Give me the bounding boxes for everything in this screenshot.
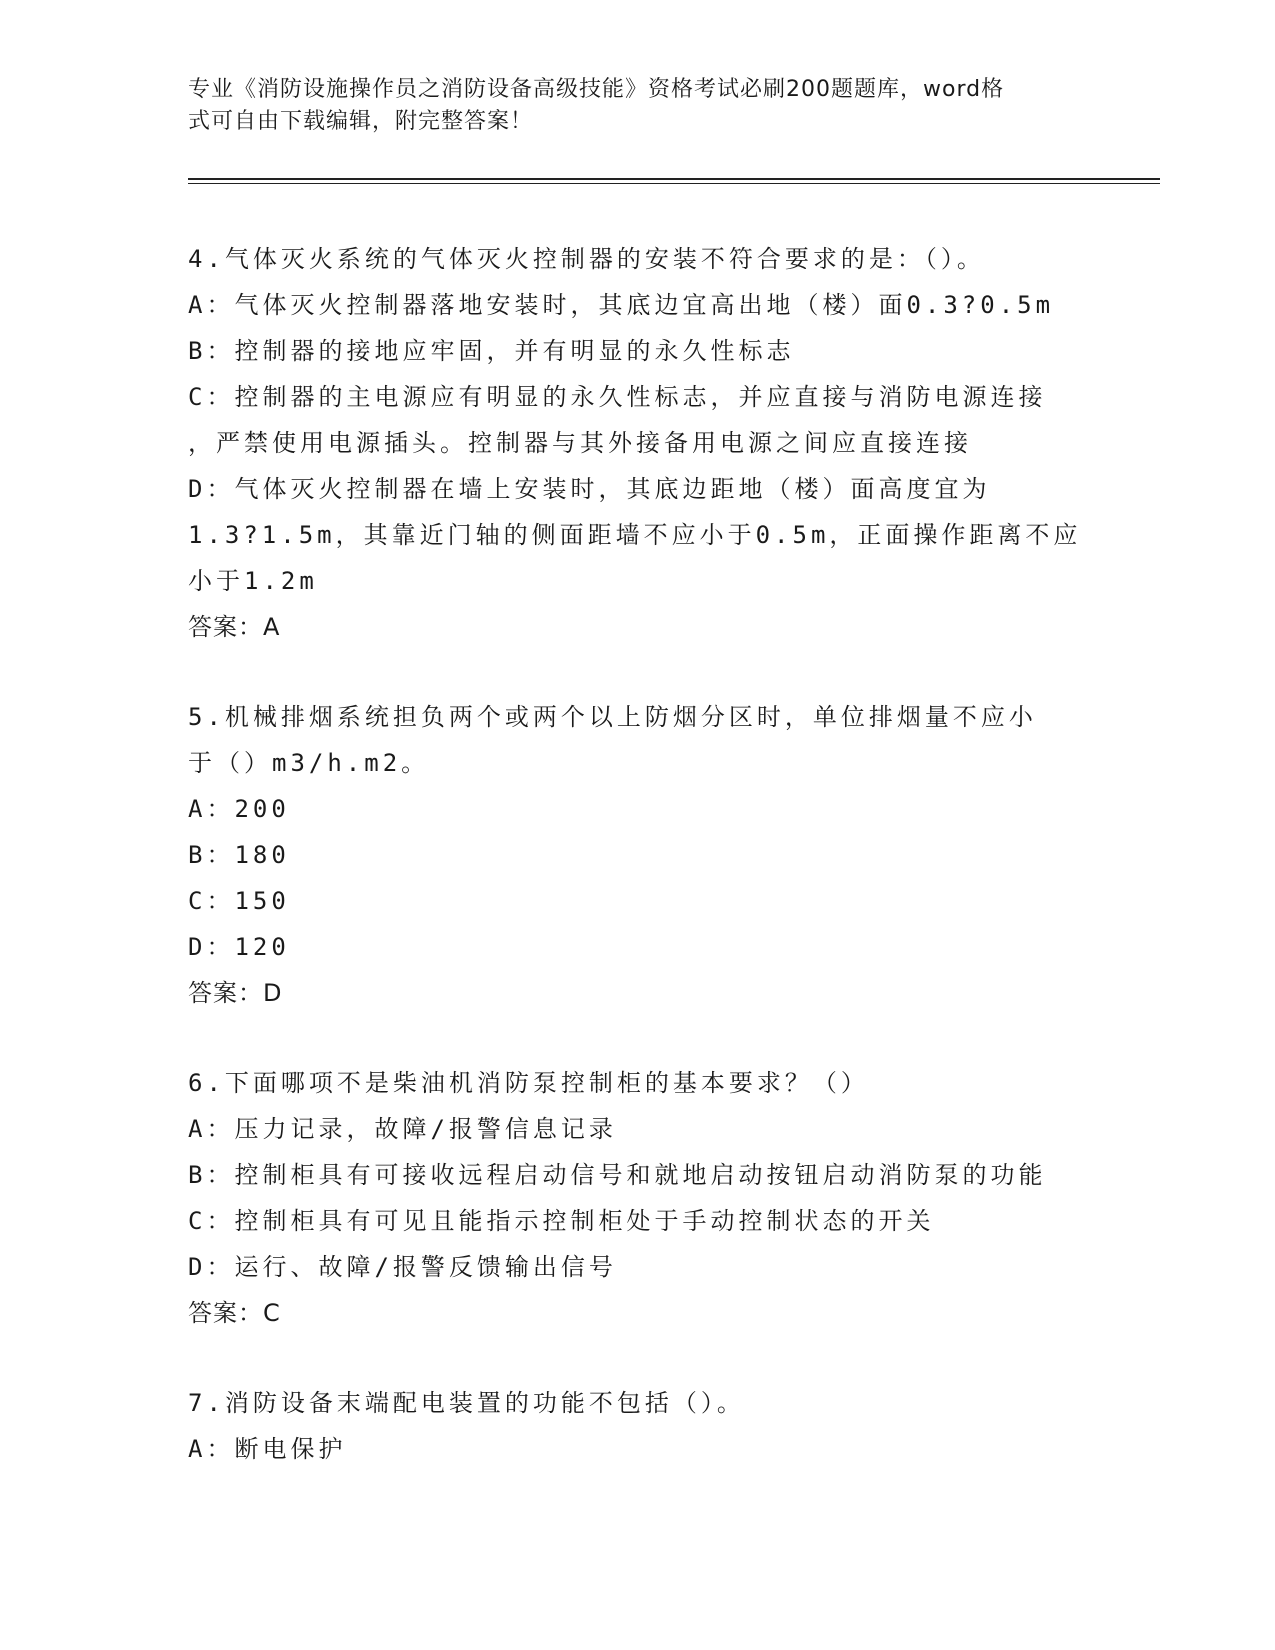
- header-divider-thin: [188, 183, 1160, 184]
- question-block: [188, 1060, 1088, 1336]
- answer-option: B：控制器的接地应牢固，并有明显的永久性标志: [188, 337, 795, 365]
- answer-option: A：气体灭火控制器落地安装时，其底边宜高出地（楼）面0.3?0.5m: [188, 291, 1055, 319]
- document-header: [188, 74, 1068, 138]
- question-list: [188, 236, 1088, 1516]
- header-line-1: 专业《消防设施操作员之消防设备高级技能》资格考试必刷200题题库，word格: [188, 77, 1005, 102]
- question-stem: 5.机械排烟系统担负两个或两个以上防烟分区时，单位排烟量不应小: [188, 703, 1037, 731]
- answer-option: C：150: [188, 887, 290, 915]
- answer-option: 1.3?1.5m，其靠近门轴的侧面距墙不应小于0.5m，正面操作距离不应: [188, 521, 1082, 549]
- question-stem: 7.消防设备末端配电装置的功能不包括（）。: [188, 1389, 745, 1417]
- question-block: [188, 694, 1088, 1016]
- question-stem: 6.下面哪项不是柴油机消防泵控制柜的基本要求？（）: [188, 1069, 869, 1097]
- answer-option: A：断电保护: [188, 1435, 347, 1463]
- answer-option: A：压力记录，故障/报警信息记录: [188, 1115, 617, 1143]
- answer-option: D：气体灭火控制器在墙上安装时，其底边距地（楼）面高度宜为: [188, 475, 991, 503]
- answer-option: C：控制器的主电源应有明显的永久性标志，并应直接与消防电源连接: [188, 383, 1047, 411]
- answer-option: B：控制柜具有可接收远程启动信号和就地启动按钮启动消防泵的功能: [188, 1161, 1047, 1189]
- answer-option: D：运行、故障/报警反馈输出信号: [188, 1253, 617, 1281]
- question-block: [188, 1380, 1088, 1472]
- answer-option: B：180: [188, 841, 290, 869]
- answer-option: ，严禁使用电源插头。控制器与其外接备用电源之间应直接连接: [188, 429, 972, 457]
- header-line-2: 式可自由下载编辑，附完整答案！: [188, 109, 534, 134]
- answer-option: C：控制柜具有可见且能指示控制柜处于手动控制状态的开关: [188, 1207, 935, 1235]
- answer-option: A：200: [188, 795, 290, 823]
- answer-key: 答案：D: [188, 979, 283, 1007]
- answer-key: 答案：A: [188, 613, 281, 641]
- question-stem: 于（）m3/h.m2。: [188, 749, 430, 777]
- answer-option: 小于1.2m: [188, 567, 318, 595]
- answer-option: D：120: [188, 933, 290, 961]
- question-stem: 4.气体灭火系统的气体灭火控制器的安装不符合要求的是：（）。: [188, 245, 985, 273]
- answer-key: 答案：C: [188, 1299, 281, 1327]
- question-block: [188, 236, 1088, 650]
- header-divider: [188, 178, 1160, 180]
